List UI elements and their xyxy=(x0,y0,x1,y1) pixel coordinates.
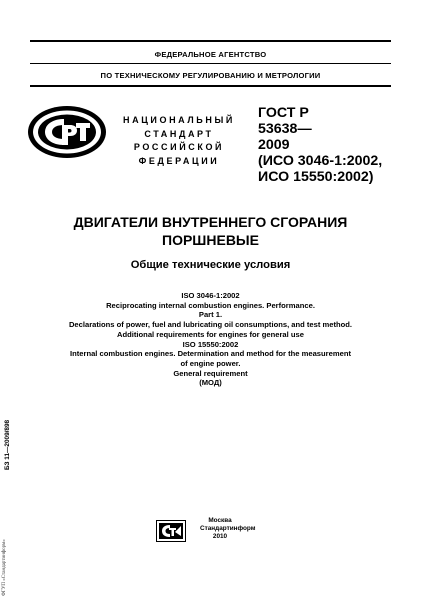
gost-line-4: (ИСО 3046-1:2002, xyxy=(258,153,383,169)
national-line-2: СТАНДАРТ xyxy=(144,128,214,139)
national-line-4: ФЕДЕРАЦИИ xyxy=(138,155,220,166)
agency-name-line1: ФЕДЕРАЛЬНОЕ АГЕНТСТВО xyxy=(154,50,267,59)
iso-references xyxy=(30,291,391,388)
iso-line: Reciprocating internal combustion engines. Performance. xyxy=(106,300,315,310)
title-line-1: ДВИГАТЕЛИ ВНУТРЕННЕГО СГОРАНИЯ xyxy=(73,214,348,230)
national-line-1: НАЦИОНАЛЬНЫЙ xyxy=(123,115,235,125)
gost-line-3: 2009 xyxy=(258,137,290,153)
publisher-year: 2010 xyxy=(212,533,228,540)
iso-line: (МОД) xyxy=(199,378,222,388)
gost-line-5: ИСО 15550:2002) xyxy=(258,169,374,185)
iso-line: of engine power. xyxy=(180,358,241,368)
gost-designation xyxy=(258,105,382,185)
iso-line: Declarations of power, fuel and lubricating oil consumptions, and test method. xyxy=(68,320,353,330)
iso-line: Part 1. xyxy=(198,310,223,320)
document-title xyxy=(30,213,391,249)
agency-divider xyxy=(30,63,391,64)
standartinform-logo-icon xyxy=(156,520,186,542)
margin-bz-number: БЗ 11—2009/898 xyxy=(4,419,11,470)
title-line-2: ПОРШНЕВЫЕ xyxy=(162,232,259,248)
publisher-imprint xyxy=(200,517,256,541)
national-line-3: РОССИЙСКОЙ xyxy=(133,142,225,152)
iso-line: Internal combustion engines. Determination and method for the measurement xyxy=(69,349,351,359)
margin-copyright: ФГУП «Стандартинформ» xyxy=(2,539,7,596)
iso-line: General requirement xyxy=(173,368,248,378)
iso-line: ISO 15550:2002 xyxy=(182,339,239,349)
iso-line: ISO 3046-1:2002 xyxy=(181,291,240,300)
iso-line: Additional requirements for engines for general use xyxy=(117,329,304,339)
publisher-city: Москва xyxy=(208,517,232,524)
header-bottom-rule xyxy=(30,85,391,87)
agency-name-line2: ПО ТЕХНИЧЕСКОМУ РЕГУЛИРОВАНИЮ И МЕТРОЛОГИИ xyxy=(100,71,321,80)
top-rule xyxy=(30,40,391,42)
document-subtitle: Общие технические условия xyxy=(130,259,291,271)
publisher-name: Стандартинформ xyxy=(200,525,256,532)
gost-r-logo-icon xyxy=(26,104,108,160)
gost-line-1: ГОСТ Р xyxy=(258,105,309,121)
national-standard-label xyxy=(114,114,244,168)
gost-line-2: 53638— xyxy=(258,121,312,137)
